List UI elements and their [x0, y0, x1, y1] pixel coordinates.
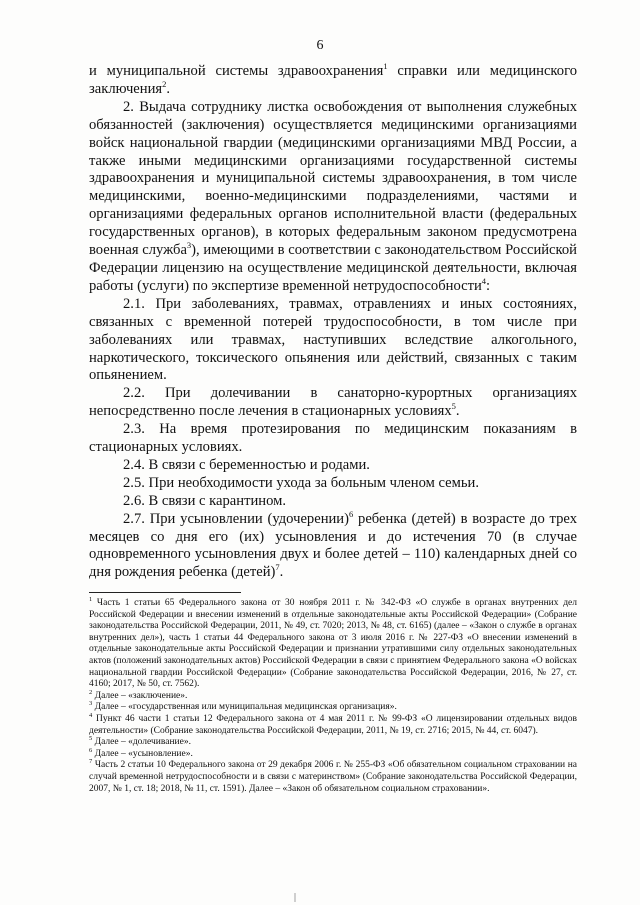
footnote-ref-7: 7	[275, 562, 280, 573]
scan-artifact	[294, 893, 296, 902]
paragraph-2-6: 2.6. В связи с карантином.	[123, 492, 286, 509]
paragraph-2-3: 2.3. На время протезирования по медицинским показаниям в стационарных условиях.	[89, 421, 577, 456]
paragraph-2-1: 2.1. При заболеваниях, травмах, отравлениях и иных состояниях, связанных с временной потерей трудоспособности, в том числе при заболеваниях или травмах, наступивших вследствие алкогольного, наркотического, токсического опьянения или действий, связанных с таким опьянением.	[89, 295, 577, 384]
footnote-4: $^4$ Пункт 46 части 1 статьи 12 Федерального закона от 4 мая 2011 г. № 99-ФЗ «О лицензировании отдельных видов деятельности» (Собрание законодательства Российской Федерации, 2011, № 19, ст. 2716; 2015, № 44, ст. 6047).	[89, 711, 577, 736]
paragraph-continuation: и муниципальной системы здравоохранения$^1$ справки или медицинского заключения$^2$.	[89, 61, 577, 97]
paragraph-2-5: 2.5. При необходимости ухода за больным членом семьи.	[123, 474, 479, 491]
footnote-ref-1: 1	[383, 61, 388, 72]
footnote-ref-6: 6	[348, 508, 354, 519]
page-number: 6	[316, 38, 324, 53]
footnote-2: $^2$ Далее – «заключение».	[89, 688, 188, 701]
footnote-3: $^3$ Далее – «государственная или муниципальная медицинская организация».	[89, 700, 397, 713]
paragraph-2: 2. Выдача сотруднику листка освобождения от выполнения служебных обязанностей (заключения) осуществляется медицинскими организациями войск национальной гвардии (медицинскими организациями МВД России, а также иными медицинскими организациями государственной системы здравоохранения и муниципальной системы здравоохранения, в том числе медицинскими, военно-медицинскими подразделениями, частями и организациями федеральных органов исполнительной власти (федеральных государственных органов), в которых федеральным законом предусмотрена военная служба$^3$), имеющими в соответствии с законодательством Российской Федерации лицензию на осуществление медицинской деятельности, включая работы (услуги) по экспертизе временной нетрудоспособности$^4$:	[89, 98, 577, 294]
footnote-6: $^6$ Далее – «усыновление».	[89, 746, 193, 759]
paragraph-2-7: 2.7. При усыновлении (удочерении)$^6$ ребенка (детей) в возрасте до трех месяцев со дня его (их) усыновления и до истечения 70 (в случае одновременного усыновления двух и более детей – 110) календарных дней со дня рождения ребенка (детей)$^7$.	[89, 508, 577, 581]
paragraph-2-4: 2.4. В связи с беременностью и родами.	[123, 456, 370, 473]
footnote-5: $^5$ Далее – «долечивание».	[89, 734, 191, 748]
paragraph-2-2: 2.2. При долечивании в санаторно-курортных организациях непосредственно после лечения в стационарных условиях$^5$.	[89, 385, 577, 420]
footnote-separator	[89, 592, 241, 593]
footnote-7: $^7$ Часть 2 статьи 10 Федерального закона от 29 декабря 2006 г. № 255-ФЗ «Об обязательном социальном страховании на случай временной нетрудоспособности и в связи с материнством» (Собрание законодательства Российской Федерации, 2007, № 1, ст. 18; 2018, № 11, ст. 1591). Далее – «Закон об обязательном социальном страховании».	[89, 758, 577, 794]
footnote-ref-2: 2	[162, 79, 167, 90]
footnote-ref-3: 3	[186, 240, 192, 251]
footnote-ref-5: 5	[451, 401, 456, 412]
footnotes	[89, 595, 577, 795]
main-text	[89, 63, 577, 582]
footnote-1: $^1$ Часть 1 статьи 65 Федерального закона от 30 ноября 2011 г. № 342-ФЗ «О службе в органах внутренних дел Российской Федерации и внесении изменений в отдельные законодательные акты Российской Федерации» (Собрание законодательства Российской Федерации, 2011, № 49, ст. 7020; 2013, № 48, ст. 6165) (далее – «Закон о службе в органах внутренних дел»), часть 1 статьи 44 Федерального закона от 3 июля 2016 г. № 227-ФЗ «О внесении изменений в отдельные законодательные акты Российской Федерации и признании утратившими силу отдельных законодательных актов (положений законодательных актов) Российской Федерации в связи с принятием Федерального закона «О войсках национальной гвардии Российской Федерации» (Собрание законодательства Российской Федерации, 2016, № 27, ст. 4160; 2017, № 50, ст. 7562).	[89, 595, 577, 690]
footnote-ref-4: 4	[481, 276, 487, 287]
